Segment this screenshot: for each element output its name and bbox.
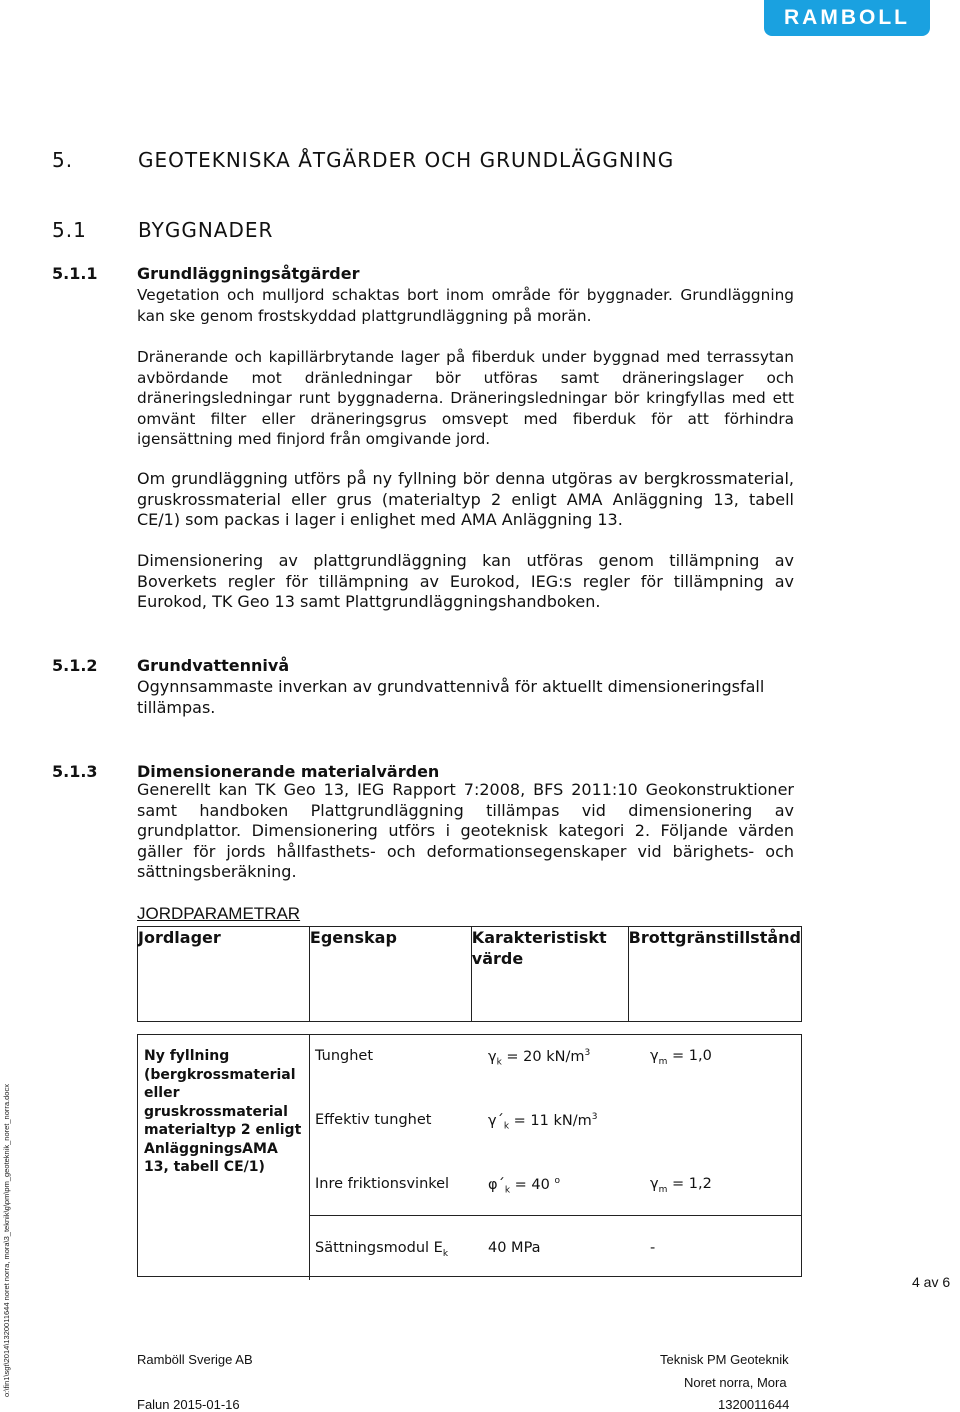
heading-511-title: Grundläggningsåtgärder (137, 264, 360, 283)
char-value-sattningsmodul: 40 MPa (488, 1240, 541, 1256)
property-sattningsmodul (315, 1240, 448, 1259)
ult-value-sattningsmodul: - (650, 1240, 656, 1256)
footer-doc-title: Teknisk PM Geoteknik (660, 1352, 789, 1367)
char-superscript: 3 (591, 1112, 598, 1122)
footer-place-date: Falun 2015-01-16 (137, 1397, 240, 1412)
heading-513 (52, 762, 439, 781)
table-divider (309, 1215, 802, 1216)
ult-symbol: γ (650, 1176, 659, 1192)
ult-value: = 1,2 (667, 1176, 712, 1192)
file-path-sidebar: o:\fin1\sgt\2014\1320011644 noret norra, mora\3_teknik\g\pm\pm_geoteknik_noret_norra.docx (2, 1084, 11, 1397)
table-divider (309, 1034, 310, 1280)
heading-512-title: Grundvattennivå (137, 656, 290, 675)
heading-511-number: 5.1.1 (52, 264, 98, 283)
char-superscript: 3 (584, 1048, 591, 1058)
char-value: = 40 (510, 1176, 555, 1193)
char-value-tunghet (488, 1048, 590, 1068)
table-divider (137, 1021, 802, 1022)
paragraph-511-1: Vegetation och mulljord schaktas bort inom område för byggnader. Grundläggning kan ske genom frostskyddad plattgrundläggning på morän. (137, 286, 794, 325)
char-symbol: γ (488, 1048, 497, 1065)
char-subscript: k (504, 1185, 511, 1196)
char-value: = 11 kN/m (509, 1112, 592, 1129)
char-value: = 20 kN/m (501, 1048, 585, 1065)
footer-company: Ramböll Sverige AB (137, 1352, 253, 1367)
char-subscript: k (496, 1057, 502, 1068)
ult-value-tunghet (650, 1048, 712, 1067)
table-header-row (138, 927, 802, 1023)
subsection-heading (52, 218, 273, 242)
paragraph-511-2: Dränerande och kapillärbrytande lager på fiberduk under byggnad med terrassytan avbördande mot dränledningar bör utföras samt dräneringslager och dräneringsledningar runt byggnaderna. Dräneringsledningar bör kringfyllas med ett omvänt filter eller dräneringsgrus omsvept med fiberduk för att förhindra igensättning med finjord från omgivande jord. (137, 348, 794, 448)
char-symbol: φ´ (488, 1176, 505, 1193)
property-label: Sättningsmodul E (315, 1240, 443, 1256)
heading-513-number: 5.1.3 (52, 762, 98, 781)
table-divider (137, 1034, 802, 1035)
footer-project: Noret norra, Mora (684, 1375, 787, 1390)
property-tunghet: Tunghet (315, 1048, 374, 1064)
property-effektiv-tunghet: Effektiv tunghet (315, 1112, 432, 1128)
soil-type-cell: Ny fyllning (bergkrossmaterial eller gruskrossmaterial materialtyp 2 enligt AnläggningsAMA 13, tabell CE/1) (138, 1023, 310, 1277)
ult-value: = 1,0 (667, 1048, 712, 1064)
ult-subscript: m (658, 1184, 668, 1195)
heading-511 (52, 264, 359, 283)
heading-513-title: Dimensionerande materialvärden (137, 762, 440, 781)
table-gap (137, 1022, 804, 1034)
paragraph-511-3: Om grundläggning utförs på ny fyllning bör denna utgöras av bergkrossmaterial, gruskrossmaterial eller grus (materialtyp 2 enligt AMA Anläggning 13, tabell CE/1) som packas i lager i enlighet med AMA Anläggning 13. (137, 469, 794, 529)
footer-project-number: 1320011644 (718, 1397, 790, 1412)
heading-512 (52, 656, 289, 675)
section-heading (52, 148, 674, 172)
header-cell: Egenskap (309, 927, 471, 1023)
header-cell: Brottgränstillstånd (628, 927, 801, 1023)
header-cell: Karakteristiskt värde (471, 927, 628, 1023)
section-number: 5. (52, 148, 74, 172)
ult-subscript: m (658, 1056, 668, 1067)
table-caption: JORDPARAMETRAR (137, 904, 301, 923)
soil-parameter-table (137, 926, 802, 1277)
subsection-title: BYGGNADER (138, 218, 274, 242)
property-friktionsvinkel: Inre friktionsvinkel (315, 1176, 450, 1192)
page-number: 4 av 6 (912, 1274, 951, 1290)
ult-symbol: γ (650, 1048, 659, 1064)
char-symbol: γ´ (488, 1112, 504, 1129)
paragraph-511-4: Dimensionering av plattgrundläggning kan utföras genom tillämpning av Boverkets regler för tillämpning av Eurokod, IEG:s regler för tillämpning av Eurokod, TK Geo 13 samt Plattgrundläggningshandboken. (137, 551, 794, 611)
char-value-effektiv-tunghet (488, 1112, 597, 1132)
char-superscript: o (554, 1176, 560, 1186)
property-subscript: k (442, 1248, 449, 1259)
char-subscript: k (503, 1121, 510, 1132)
ult-value-friktionsvinkel (650, 1176, 712, 1195)
heading-512-number: 5.1.2 (52, 656, 98, 675)
subsection-number: 5.1 (52, 218, 87, 242)
char-value-friktionsvinkel (488, 1176, 560, 1196)
ramboll-logo: RAMBOLL (764, 0, 930, 36)
header-cell: Jordlager (138, 927, 310, 1023)
section-title: GEOTEKNISKA ÅTGÄRDER OCH GRUNDLÄGGNING (138, 148, 675, 172)
paragraph-513-1: Generellt kan TK Geo 13, IEG Rapport 7:2008, BFS 2011:10 Geokonstruktioner samt handboken Plattgrundläggning tillämpas vid dimensionering av grundplattor. Dimensionering utförs i geoteknisk kategori 2. Följande värden gäller för jords hållfasthets- och deformationsegenskaper vid bärighets- och sättningsberäkning. (137, 780, 794, 881)
paragraph-512-1: Ogynnsammaste inverkan av grundvattennivå för aktuellt dimensioneringsfall tillämpas. (137, 677, 765, 717)
